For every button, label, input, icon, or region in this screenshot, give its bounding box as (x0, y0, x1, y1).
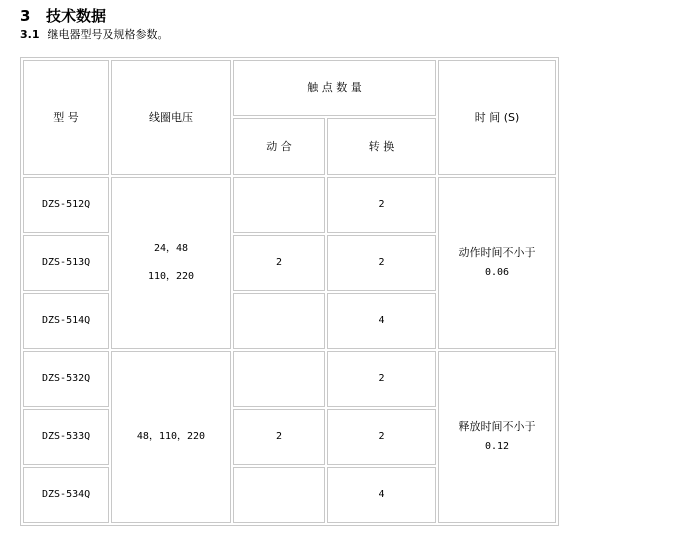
coil-voltage-cell (111, 351, 231, 523)
normally-open-cell (233, 293, 325, 349)
time-cell (438, 177, 556, 349)
changeover-cell: 2 (327, 409, 436, 465)
time-label: 动作时间不小于 (458, 246, 536, 259)
normally-open-cell (233, 177, 325, 233)
time-value: 0.12 (484, 441, 510, 452)
model-cell: DZS-532Q (23, 351, 109, 407)
subsection-number: 3.1 (20, 28, 40, 41)
section-heading (20, 6, 106, 26)
section-number: 3 (20, 7, 31, 25)
header-changeover: 转 换 (327, 118, 436, 175)
section-title: 技术数据 (46, 7, 107, 25)
time-label: 释放时间不小于 (458, 420, 536, 433)
header-coil-voltage: 线圈电压 (111, 60, 231, 175)
table-row (23, 177, 556, 233)
coil-voltage-line: 24，48 (153, 243, 189, 254)
coil-voltage-cell (111, 177, 231, 349)
changeover-cell: 4 (327, 467, 436, 523)
changeover-cell: 2 (327, 177, 436, 233)
header-normally-open: 动 合 (233, 118, 325, 175)
time-value: 0.06 (484, 267, 510, 278)
time-cell (438, 351, 556, 523)
header-contact-count: 触 点 数 量 (233, 60, 436, 116)
coil-voltage-line: 110，220 (147, 271, 195, 282)
changeover-cell: 4 (327, 293, 436, 349)
model-cell: DZS-534Q (23, 467, 109, 523)
table-header-row (23, 60, 556, 116)
normally-open-cell (233, 351, 325, 407)
changeover-cell: 2 (327, 351, 436, 407)
header-time: 时 间 (S) (438, 60, 556, 175)
subsection-heading (20, 28, 169, 42)
model-cell: DZS-512Q (23, 177, 109, 233)
header-model: 型 号 (23, 60, 109, 175)
coil-voltage-line: 48，110，220 (136, 431, 206, 442)
normally-open-cell: 2 (233, 235, 325, 291)
normally-open-cell (233, 467, 325, 523)
model-cell: DZS-533Q (23, 409, 109, 465)
model-cell: DZS-514Q (23, 293, 109, 349)
subsection-title: 继电器型号及规格参数。 (47, 28, 169, 41)
changeover-cell: 2 (327, 235, 436, 291)
table-row (23, 351, 556, 407)
model-cell: DZS-513Q (23, 235, 109, 291)
relay-spec-table (20, 57, 559, 526)
normally-open-cell: 2 (233, 409, 325, 465)
